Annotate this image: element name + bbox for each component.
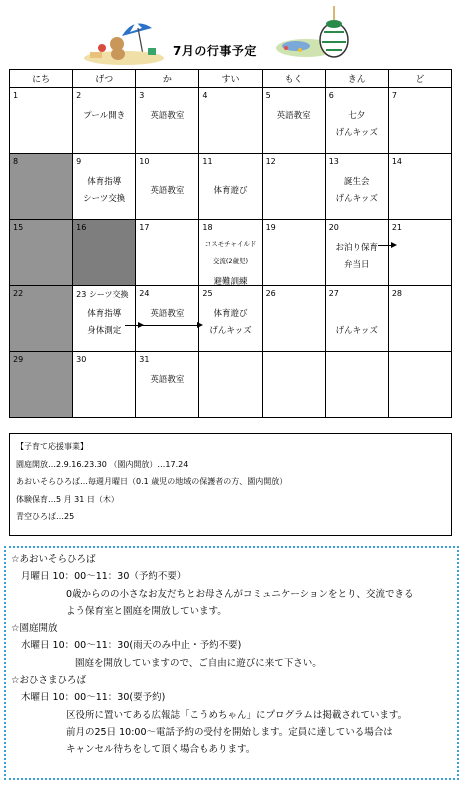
support-heading: 【子育て応援事業】 <box>16 442 88 451</box>
day-number: 12 <box>265 157 276 166</box>
calendar-day-cell <box>199 286 262 352</box>
calendar-day-cell <box>199 352 262 418</box>
calendar-day-cell <box>136 352 199 418</box>
support-line: あおいそらひろば…毎週月曜日（0.1 歳児の地域の保護者の方、園内開放） <box>16 477 288 486</box>
calendar-day-cell <box>136 286 199 352</box>
calendar-event: 体育指導 <box>87 309 122 319</box>
garden-title: ☆園庭開放 <box>11 623 58 635</box>
page-title: 7月の行事予定 <box>173 44 257 58</box>
calendar-event: 英語教室 <box>150 309 185 319</box>
calendar-day-cell <box>10 88 73 154</box>
weekday-monday: げつ <box>73 70 136 88</box>
calendar-day-cell <box>262 220 325 286</box>
continuation-arrow-line <box>136 325 198 326</box>
day-number: 30 <box>76 355 87 364</box>
calendar-day-cell <box>10 220 73 286</box>
calendar-event: お泊り保育 <box>335 243 379 253</box>
calendar-day-cell <box>388 154 451 220</box>
ohisama-title: ☆おひさまひろば <box>11 675 87 687</box>
monthly-calendar <box>9 69 452 418</box>
day-number: 11 <box>202 157 213 166</box>
calendar-event: 誕生会 <box>344 177 370 187</box>
calendar-event: コスモチャイルド <box>204 240 257 249</box>
calendar-day-cell <box>10 154 73 220</box>
day-number: 1 <box>13 91 19 100</box>
week-row <box>10 352 452 418</box>
calendar-day-cell <box>388 286 451 352</box>
calendar-day-cell <box>388 88 451 154</box>
calendar-day-cell <box>73 352 136 418</box>
day-number: 15 <box>13 223 24 232</box>
ohisama-description: 前月の25日 10:00～電話予約の受付を開始します。定員に達している場合は <box>66 726 393 738</box>
calendar-event: 英語教室 <box>150 111 185 121</box>
day-number: 31 <box>139 355 150 364</box>
weekday-thursday: もく <box>262 70 325 88</box>
support-line: 青空ひろば…25 <box>16 512 75 521</box>
calendar-day-cell <box>10 352 73 418</box>
calendar-event: げんキッズ <box>335 326 378 336</box>
calendar-event: 体育遊び <box>213 309 248 319</box>
weekday-sunday: にち <box>10 70 73 88</box>
day-number: 27 <box>328 289 339 298</box>
week-row <box>10 286 452 352</box>
week-row <box>10 220 452 286</box>
day-number: 24 <box>139 289 150 298</box>
calendar-day-cell <box>388 220 451 286</box>
day-number: 4 <box>202 91 208 100</box>
weekday-wednesday: すい <box>199 70 262 88</box>
week-row <box>10 154 452 220</box>
day-number: 22 <box>13 289 24 298</box>
calendar-day-cell <box>325 220 388 286</box>
calendar-day-cell <box>73 286 136 352</box>
calendar-day-cell <box>199 154 262 220</box>
day-number: 21 <box>391 223 403 232</box>
calendar-day-cell <box>262 88 325 154</box>
calendar-day-cell <box>136 154 199 220</box>
weekday-header-row <box>10 70 452 88</box>
weekday-saturday: ど <box>388 70 451 88</box>
calendar-event: 交流(2歳児) <box>212 257 249 266</box>
calendar-event: 英語教室 <box>150 185 185 196</box>
support-line: 園庭開放…2.9.16.23.30 （園内開放）…17.24 <box>16 459 189 469</box>
kite-toy-illustration <box>268 2 360 66</box>
childcare-support-box <box>9 433 452 536</box>
day-number: 18 <box>202 223 213 232</box>
day-number: 28 <box>391 289 403 298</box>
calendar-day-cell <box>73 88 136 154</box>
day-number: 7 <box>391 91 397 100</box>
calendar-day-cell <box>325 286 388 352</box>
calendar-event: げんキッズ <box>335 194 378 204</box>
calendar-event: 体育指導 <box>87 177 122 187</box>
day-number: 9 <box>76 157 82 166</box>
calendar-day-cell <box>73 220 136 286</box>
ohisama-description: 区役所に置いてある広報誌「こうめちゃん」にプログラムは掲載されています。 <box>66 709 408 721</box>
garden-time: 水曜日 10：00～11：30(雨天のみ中止・予約不要) <box>21 640 242 652</box>
ohisama-description: キャンセル待ちをして頂く場合もあります。 <box>66 744 256 756</box>
calendar-day-cell <box>73 154 136 220</box>
weekday-tuesday: か <box>136 70 199 88</box>
day-number: 10 <box>139 157 150 166</box>
day-number: 3 <box>139 91 145 100</box>
calendar-event: 避難訓練 <box>213 277 248 287</box>
day-number: 16 <box>76 223 87 232</box>
day-number: 8 <box>13 157 19 166</box>
day-number: 20 <box>328 223 339 232</box>
beach-illustration <box>82 14 172 66</box>
day-number: 29 <box>13 355 24 364</box>
day-number: 17 <box>139 223 150 232</box>
calendar-day-cell <box>325 352 388 418</box>
calendar-event: げんキッズ <box>209 326 252 336</box>
calendar-day-cell <box>325 88 388 154</box>
calendar-day-cell <box>262 286 325 352</box>
calendar-event: 英語教室 <box>150 375 185 385</box>
calendar-day-cell <box>199 88 262 154</box>
calendar-day-cell <box>325 154 388 220</box>
aoi-title: ☆あおいそらひろば <box>11 554 96 565</box>
day-number: 5 <box>265 91 271 100</box>
week-row <box>10 88 452 154</box>
calendar-day-cell <box>199 220 262 286</box>
day-number: 25 <box>202 289 213 298</box>
calendar-event: 弁当日 <box>344 260 370 270</box>
calendar-event: げんキッズ <box>335 128 378 138</box>
aoi-time: 月曜日 10：00～11：30（予約不要） <box>21 571 187 583</box>
day-number: 6 <box>328 91 334 100</box>
calendar-day-cell <box>388 352 451 418</box>
ohisama-time: 木曜日 10：00～11：30(要予約) <box>21 692 166 704</box>
day-number: 14 <box>391 157 403 166</box>
calendar-event: シーツ交換 <box>83 194 126 204</box>
calendar-day-cell <box>262 154 325 220</box>
weekday-friday: きん <box>325 70 388 88</box>
aoi-description: よう保育室と園庭を開放しています。 <box>66 605 227 617</box>
calendar-event: 七夕 <box>348 111 366 121</box>
calendar-day-cell <box>136 220 199 286</box>
header <box>0 0 462 70</box>
day-number: 13 <box>328 157 339 166</box>
day-number: 23 シーツ交換 <box>76 290 129 299</box>
day-number: 2 <box>76 91 82 100</box>
calendar-event: 英語教室 <box>276 111 311 121</box>
calendar-day-cell <box>262 352 325 418</box>
day-number: 19 <box>265 223 276 232</box>
aoi-description: 0歳からのの小さなお友だちとお母さんがコミュニケーションをとり、交流できる <box>66 588 414 600</box>
calendar-event: 身体測定 <box>87 326 122 336</box>
calendar-day-cell <box>136 88 199 154</box>
calendar-event: プール開き <box>83 111 126 121</box>
support-line: 体験保育…5 月 31 日（木） <box>16 494 119 504</box>
program-info-box <box>4 546 459 780</box>
calendar-event: 体育遊び <box>213 185 248 196</box>
day-number: 26 <box>265 289 276 298</box>
calendar-day-cell <box>10 286 73 352</box>
garden-description: 園庭を開放していますので、ご自由に遊びに来て下さい。 <box>75 657 322 669</box>
